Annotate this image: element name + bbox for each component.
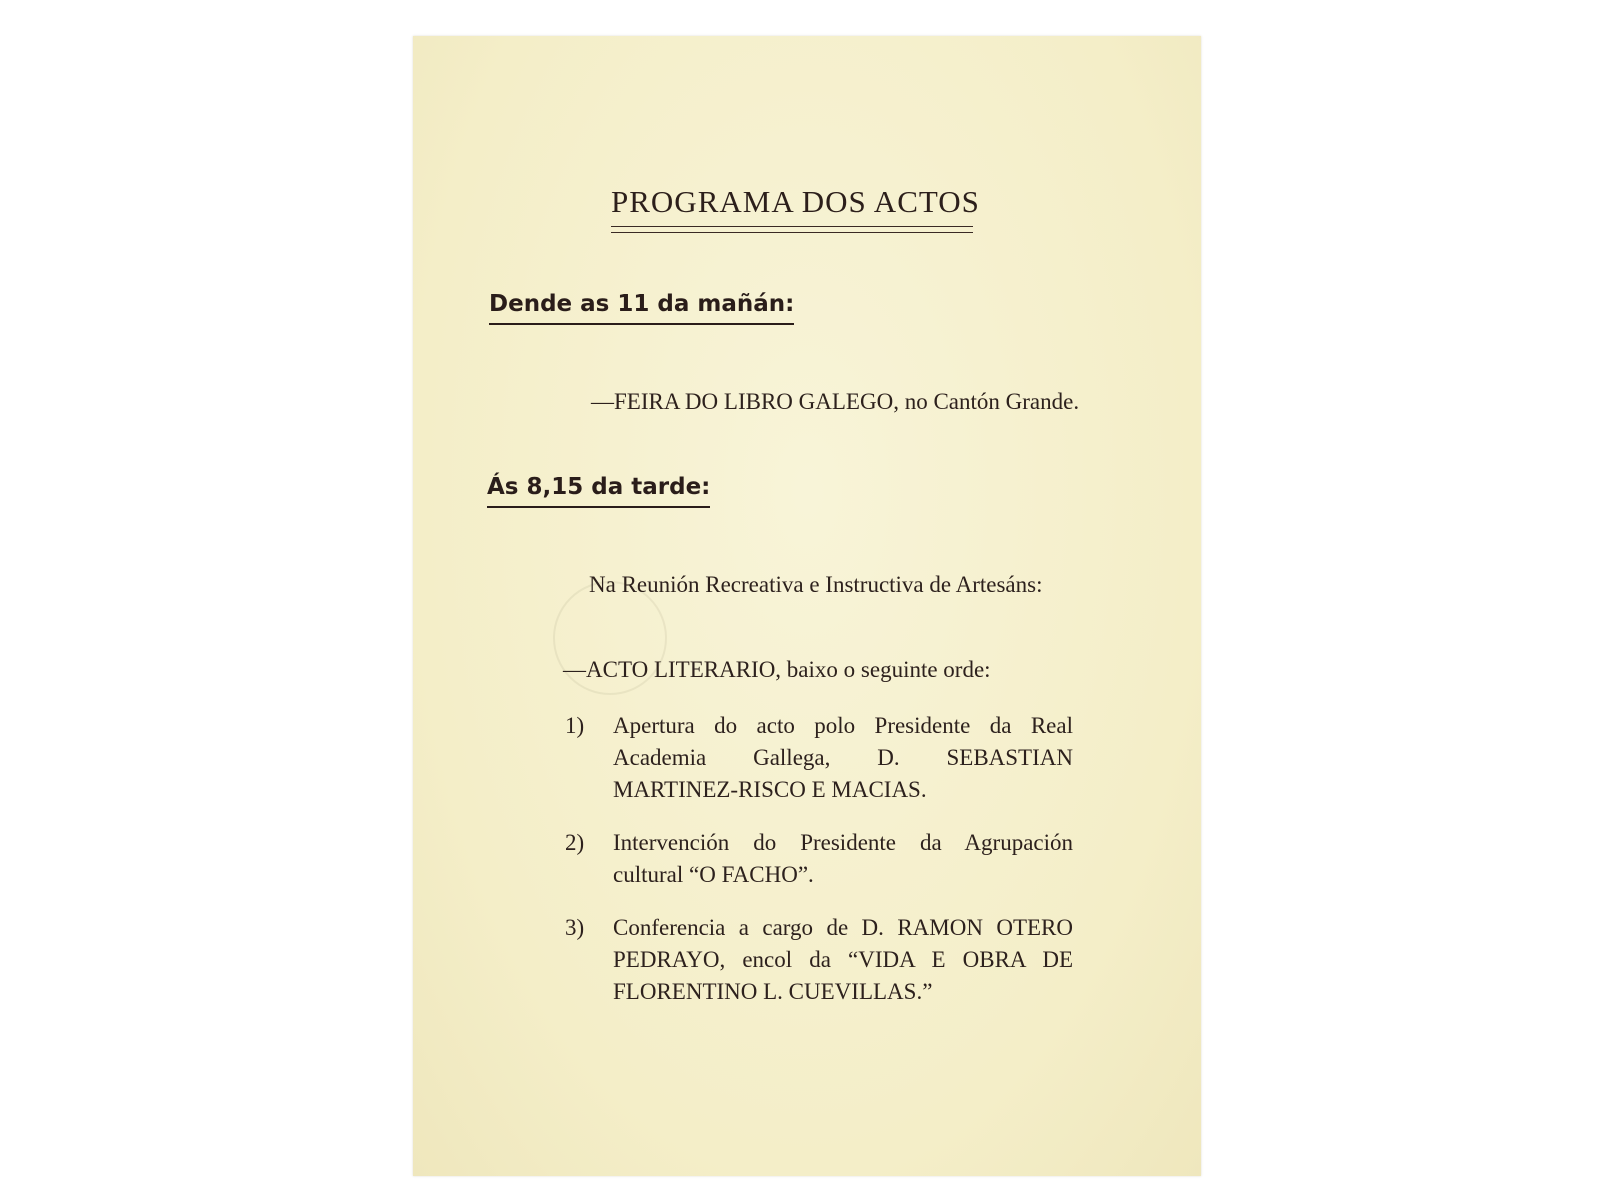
title-double-rule (611, 226, 973, 233)
item-number: 1) (565, 713, 585, 738)
evening-intro: Na Reunión Recreativa e Instructiva de Artesáns: (589, 572, 1043, 597)
literary-act-line: —ACTO LITERARIO, baixo o seguinte orde: (563, 657, 991, 682)
item-book-fair: —FEIRA DO LIBRO GALEGO, no Cantón Grande. (591, 389, 1080, 414)
section-heading-morning: Dende as 11 da mañán: (489, 291, 794, 325)
item-text: Apertura do acto polo Presidente da Real Academia Gallega, D. SEBASTIAN MARTINEZ-RISCO E MACIAS. (613, 713, 1073, 802)
numbered-item-3 (565, 912, 1073, 1008)
item-number: 2) (565, 830, 585, 855)
item-text: Intervención do Presidente da Agrupación cultural “O FACHO”. (613, 830, 1073, 887)
page-title: PROGRAMA DOS ACTOS (611, 184, 980, 219)
numbered-item-1 (565, 710, 1073, 806)
section-heading-evening: Ás 8,15 da tarde: (487, 474, 710, 508)
item-text: Conferencia a cargo de D. RAMON OTERO PEDRAYO, encol da “VIDA E OBRA DE FLORENTINO L. CUEVILLAS.” (613, 915, 1073, 1004)
item-number: 3) (565, 915, 585, 940)
document-page (413, 36, 1201, 1176)
numbered-item-2 (565, 827, 1073, 891)
